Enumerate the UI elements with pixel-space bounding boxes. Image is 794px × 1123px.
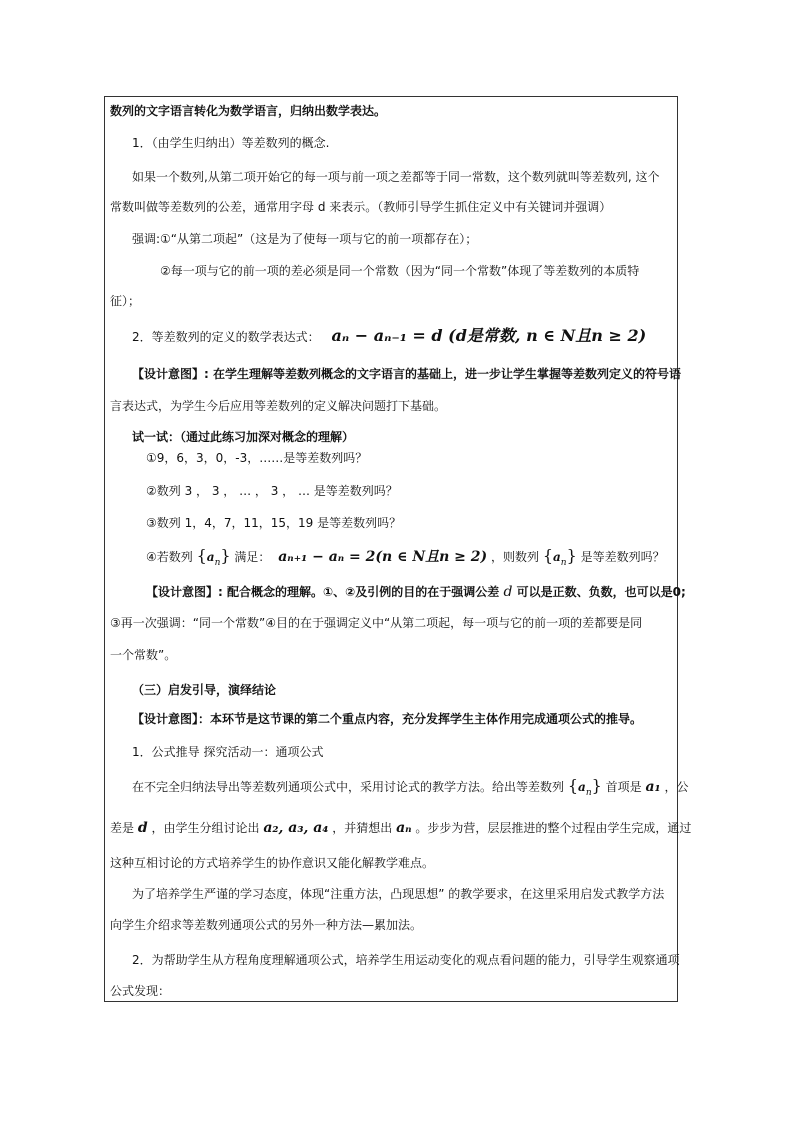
text-line: 常数叫做等差数列的公差，通常用字母 d 来表示。（教师引导学生抓住定义中有关键词并强调） xyxy=(110,200,612,214)
text-line: 言表达式，为学生今后应用等差数列的定义解决问题打下基础。 xyxy=(110,399,447,413)
text-line: 公式发现： xyxy=(110,984,171,998)
text-line xyxy=(132,366,681,382)
exercise-item: ③数列 1，4，7，11，15，19 是等差数列吗？ xyxy=(146,516,402,530)
exercise-item: ②数列 3 ， 3 ， … ， 3 ， … 是等差数列吗？ xyxy=(146,484,398,498)
text-line: 数列的文字语言转化为数学语言，归纳出数学表达。 xyxy=(110,104,387,118)
design-intent-label: 【设计意图】: 在学生理解等差数列概念的文字语言的基础上，进一步让学生掌握等差数列定义的符号语 xyxy=(132,367,681,381)
formula-recurrence: aₙ₊₁ − aₙ = 2(n ∈ N且n ≥ 2) xyxy=(278,549,488,565)
formula-difference-definition: aₙ − aₙ₋₁ = d (d是常数, n ∈ N且n ≥ 2) xyxy=(331,326,647,345)
text-line: 在不完全归纳法导出等差数列通项公式中，采用讨论式的教学方法。给出等差数列 $\{a_n\}$ 首项是 a₁ ，公 xyxy=(132,776,689,798)
text-line: ②每一项与它的前一项的差必须是同一个常数（因为“同一个常数”体现了等差数列的本质特 xyxy=(160,264,640,278)
formula-label: 2．等差数列的定义的数学表达式： xyxy=(132,330,320,344)
text-line: ③再一次强调：“同一个常数”④目的在于强调定义中“从第二项起，每一项与它的前一项的差都要是同 xyxy=(110,616,643,630)
text-line: 征）； xyxy=(110,294,141,308)
text-line: 1．（由学生归纳出）等差数列的概念. xyxy=(132,136,330,150)
exercise-item: ④若数列 $\{a_n\}$ 满足： aₙ₊₁ − aₙ = 2(n ∈ N且n ≥ 2) ，则数列 $\{a_n\}$ 是等差数列吗？ xyxy=(146,546,665,568)
exercise-heading: 试一试：（通过此练习加深对概念的理解） xyxy=(132,430,355,444)
text-line: 如果一个数列,从第二项开始它的每一项与前一项之差都等于同一常数，这个数列就叫等差数列, 这个 xyxy=(132,170,660,184)
exercise-item: ①9，6，3，0，-3，……是等差数列吗？ xyxy=(146,451,368,465)
text-line: 1．公式推导 探究活动一：通项公式 xyxy=(132,745,324,759)
text-line xyxy=(132,328,646,345)
section-heading: （三）启发引导，演绎结论 xyxy=(132,683,277,697)
text-line: 差是 d ，由学生分组讨论出 a₂, a₃, a₄ ，并猜想出 aₙ 。步步为营，层层推进的整个过程由学生完成，通过 xyxy=(110,820,692,836)
text-line: 为了培养学生严谨的学习态度，体现“注重方法，凸现思想” 的教学要求，在这里采用启发式教学方法 xyxy=(132,887,665,901)
text-line: 这种互相讨论的方式培养学生的协作意识又能化解教学难点。 xyxy=(110,856,435,870)
design-intent-line: 【设计意图】：本环节是这节课的第二个重点内容，充分发挥学生主体作用完成通项公式的推导。 xyxy=(132,712,643,726)
text-line: 【设计意图】: 配合概念的理解。①、②及引例的目的在于强调公差 d 可以是正数、负数，也可以是0; xyxy=(146,584,686,600)
text-line: 一个常数”。 xyxy=(110,648,177,662)
text-line: 强调:①“从第二项起”（这是为了使每一项与它的前一项都存在）； xyxy=(132,232,478,246)
text-line: 向学生介绍求等差数列通项公式的另外一种方法—累加法。 xyxy=(110,918,423,932)
text-line: 2．为帮助学生从方程角度理解通项公式，培养学生用运动变化的观点看问题的能力，引导学生观察通项 xyxy=(132,953,680,967)
